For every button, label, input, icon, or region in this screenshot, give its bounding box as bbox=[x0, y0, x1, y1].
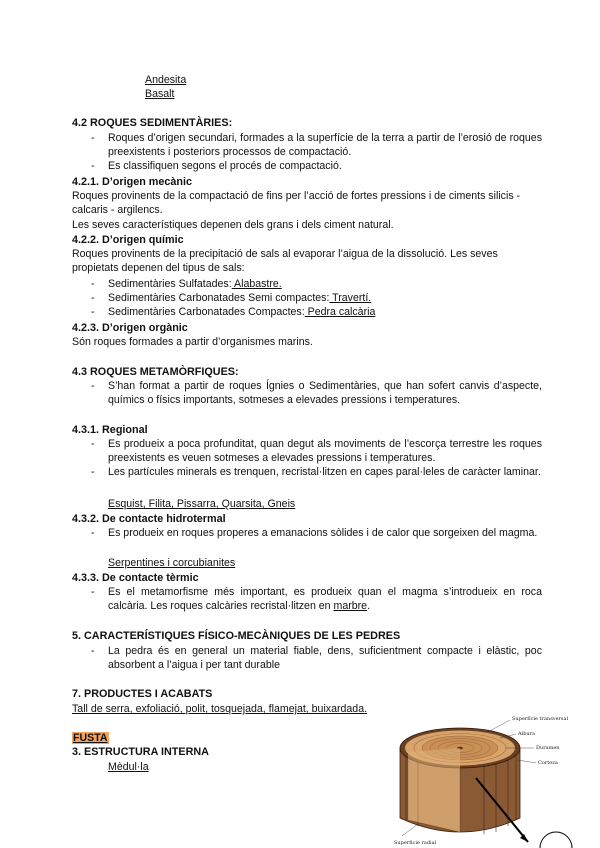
item-example: Travertí. bbox=[329, 292, 372, 305]
bullet-text: Es produeix en roques properes a emanacions sòlides i de calor que sorgeixen del magma. bbox=[108, 527, 538, 539]
figure-label: Corteza bbox=[538, 760, 558, 766]
bullet-text: La pedra és en general un material fiable, dens, suficientment compacte i elàstic, poc absorbent a l’aigua i per tant durable bbox=[108, 645, 542, 672]
heading-estructura-interna: 3. ESTRUCTURA INTERNA bbox=[72, 746, 209, 758]
list-item: - Sedimentàries Carbonatades Semi compactes: Travertí. bbox=[91, 292, 372, 305]
heading-caracteristiques: 5. CARACTERÍSTIQUES FÍSICO-MECÀNIQUES DE LES PEDRES bbox=[72, 630, 401, 642]
list-item-andesita: Andesita bbox=[145, 74, 187, 86]
bullet-item: - S’han format a partir de roques Ígnies o Sedimentàries, que han sofert canvis d’aspecte, químics o físics importants, sotmeses a elevades pressions i temperatures. bbox=[91, 380, 542, 407]
bullet-item: - Roques d’origen secundari, formades a la superfície de la terra a partir de l’erosió de roques preexistents i posteriors processos de compactació. bbox=[91, 132, 542, 159]
sec433-bullets bbox=[72, 585, 542, 613]
heading-contacte-hidrotermal: 4.3.2. De contacte hidrotermal bbox=[72, 513, 226, 525]
examples-hidrotermal: Serpentines i corcubianites bbox=[108, 557, 236, 569]
sec431-bullets bbox=[72, 437, 542, 480]
heading-origen-organic: 4.2.3. D’origen orgànic bbox=[72, 322, 188, 334]
sec42-bullets bbox=[72, 131, 542, 174]
bullet-text: Les partícules minerals es trenquen, recristal·litzen en capes paral·leles de caràcter laminar. bbox=[108, 466, 541, 479]
bullet-item: - Es el metamorfisme més important, es produeix quan el magma s’introdueix en roca calcària. Les roques calcàries recristal·litzen en marbre. bbox=[91, 586, 542, 613]
bullet-item: - Les partícules minerals es trenquen, recristal·litzen en capes paral·leles de caràcter laminar. bbox=[91, 466, 541, 479]
item-example: Alabastre. bbox=[231, 278, 282, 290]
item-example: Pedra calcària bbox=[304, 306, 376, 319]
bullet-item: - Es produeix en roques properes a emanacions sòlides i de calor que sorgeixen del magma. bbox=[91, 527, 538, 539]
figure-label: Superficie radial bbox=[394, 840, 437, 846]
sec422-list bbox=[72, 277, 542, 320]
paragraph: Les seves característiques depenen dels grans i dels ciment natural. bbox=[72, 219, 394, 231]
sec432-bullets bbox=[72, 526, 542, 540]
bullet-text: S’han format a partir de roques Ígnies o Sedimentàries, que han sofert canvis d’aspecte, químics o físics importants, sotmeses a elevades pressions i temperatures. bbox=[108, 380, 542, 407]
heading-roques-metamorfiques: 4.3 ROQUES METAMÒRFIQUES: bbox=[72, 366, 239, 378]
paragraph: Roques provinents de la precipitació de sals al evaporar l’aigua de la dissolució. Les seves propietats depenen del tipus de sals: bbox=[72, 248, 498, 275]
list-item: - Sedimentàries Carbonatades Compactes: Pedra calcària bbox=[91, 306, 376, 319]
heading-origen-quimic: 4.2.2. D’origen químic bbox=[72, 234, 184, 246]
fusta-label: FUSTA bbox=[73, 732, 108, 744]
bullet-item: - La pedra és en general un material fiable, dens, suficientment compacte i elàstic, poc absorbent a l’aigua i per tant durable bbox=[91, 645, 542, 672]
heading-origen-mecanic: 4.2.1. D’origen mecànic bbox=[72, 176, 193, 188]
bullet-text: Es el metamorfisme més important, es produeix quan el magma s’introdueix en roca calcària. Les roques calcàries recristal·litzen en bbox=[108, 586, 542, 613]
figure-label: Duramen bbox=[536, 745, 560, 751]
fusta-label-wrap bbox=[72, 731, 109, 745]
sec5-bullets bbox=[72, 644, 542, 672]
figure-label: Albura bbox=[518, 731, 536, 737]
bullet-text: Es classifiquen segons el procés de compactació. bbox=[108, 160, 342, 173]
paragraph: Són roques formades a partir d’organismes marins. bbox=[72, 336, 313, 348]
figure-label: Superfície transversal bbox=[512, 716, 569, 722]
wood-structure-figure bbox=[388, 708, 600, 848]
bullet-item: - Es produeix a poca profunditat, quan degut als moviments de l’escorça terrestre les roques preexistents es veuen sotmeses a elevades pressions i temperatures. bbox=[91, 438, 542, 465]
bullet-text: Roques d’origen secundari, formades a la superfície de la terra a partir de l’erosió de roques preexistents i posteriors processos de compactació. bbox=[108, 132, 542, 159]
list-item-medulla: Mèdul·la bbox=[108, 761, 149, 773]
bullet-text-end: . bbox=[367, 600, 371, 613]
wood-log-illustration bbox=[388, 708, 600, 848]
heading-contacte-termic: 4.3.3. De contacte tèrmic bbox=[72, 572, 199, 584]
item-text: Sedimentàries Sulfatades: bbox=[108, 278, 232, 290]
sec43-bullets bbox=[72, 379, 542, 407]
item-text: Sedimentàries Carbonatades Semi compactes: bbox=[108, 292, 330, 305]
paragraph: Roques provinents de la compactació de fins per l’acció de fortes pressions i de ciments silicis - calcaris - argilencs. bbox=[72, 190, 521, 217]
heading-productes-acabats: 7. PRODUCTES I ACABATS bbox=[72, 688, 213, 700]
heading-regional: 4.3.1. Regional bbox=[72, 424, 148, 436]
heading-roques-sedimentaries: 4.2 ROQUES SEDIMENTÀRIES: bbox=[72, 117, 233, 129]
productes-list: Tall de serra, exfoliació, polit, tosquejada, flamejat, buixardada. bbox=[72, 703, 368, 715]
examples-regional: Esquist, Filita, Pissarra, Quarsita, Gneis bbox=[108, 498, 296, 510]
list-item-basalt: Basalt bbox=[145, 88, 175, 100]
marbre-link: marbre bbox=[333, 600, 368, 613]
bullet-text: Es produeix a poca profunditat, quan degut als moviments de l’escorça terrestre les roques preexistents es veuen sotmeses a elevades pressions i temperatures. bbox=[108, 438, 542, 465]
bullet-item: - Es classifiquen segons el procés de compactació. bbox=[91, 160, 342, 173]
item-text: Sedimentàries Carbonatades Compactes: bbox=[108, 306, 305, 319]
list-item: - Sedimentàries Sulfatades: Alabastre. bbox=[91, 278, 282, 290]
